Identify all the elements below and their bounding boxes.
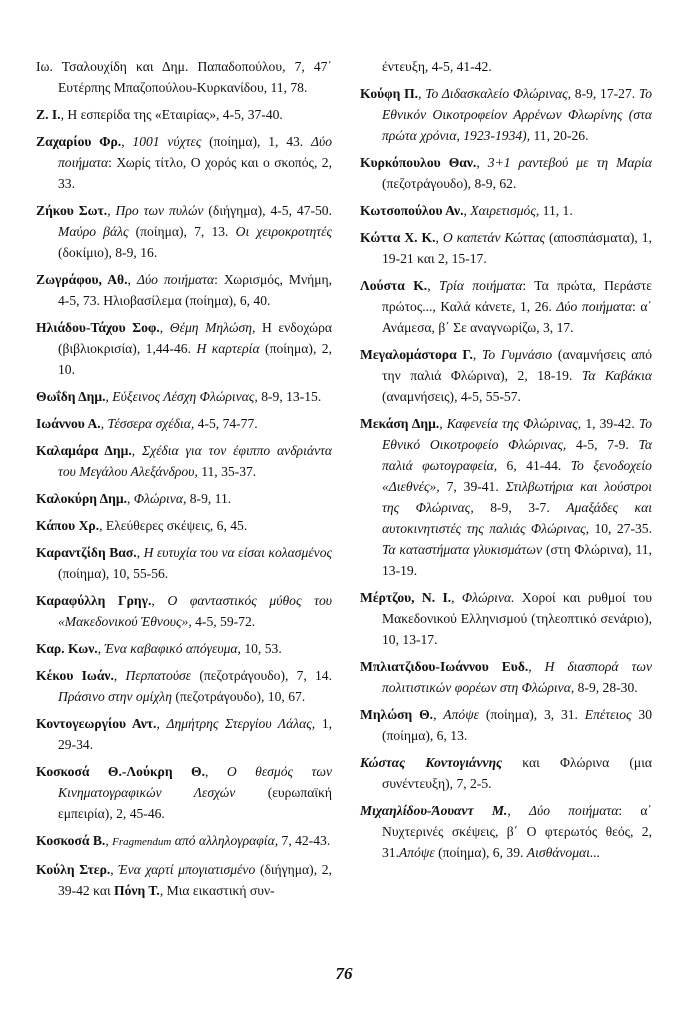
entry-text: , <box>472 347 483 362</box>
work-title: Στιλβωτήρια και λούστροι της Φλώρινας, <box>382 479 652 515</box>
entry-text: , <box>105 389 113 404</box>
author-name: Μπλιατζιδου-Ιωάννου Ευδ. <box>360 659 529 674</box>
index-column-right <box>360 56 652 869</box>
index-entry <box>360 344 652 407</box>
index-entry <box>360 275 652 338</box>
entry-text: , <box>463 203 471 218</box>
work-title: Το ξενοδοχείο «Διεθνές», <box>382 458 652 494</box>
entry-text: : α΄ Νυχτερινές σκέψεις, β΄ Ο φτερωτός θεός, 2, 31. <box>382 803 652 860</box>
entry-text: , <box>476 155 488 170</box>
author-name: Μεκάση Δημ. <box>360 416 440 431</box>
entry-text: , <box>159 320 170 335</box>
entry-text: , <box>105 833 113 848</box>
entry-text: , Ελεύθερες σκέψεις, 6, 45. <box>99 518 248 533</box>
entry-text: (ποίημα), 1, 43. <box>201 134 311 149</box>
author-name: Καλοκύρη Δημ. <box>36 491 127 506</box>
author-name: Κώττα Χ. Κ. <box>360 230 436 245</box>
entry-text: , <box>121 134 133 149</box>
entry-text: , <box>156 716 167 731</box>
entry-text: , <box>100 416 108 431</box>
author-name: Ζήκου Σωτ. <box>36 203 108 218</box>
index-entry <box>360 656 652 698</box>
entry-text: (ποίημα), 10, 55-56. <box>58 566 169 581</box>
index-entry <box>360 56 652 77</box>
index-entry <box>360 752 652 794</box>
index-entry <box>360 83 652 146</box>
entry-text: 30 (ποίημα), 6, 13. <box>382 707 652 743</box>
entry-text: 1, 29-34. <box>58 716 333 752</box>
work-title: Θέμη Μηλώση, <box>169 320 256 335</box>
index-entry <box>36 488 332 509</box>
work-title: Τα καταστήματα γλυκισμάτων <box>382 542 543 557</box>
work-title: 3+1 ραντεβού με τη Μαρία <box>487 155 653 170</box>
entry-text: 11, 20-26. <box>530 128 589 143</box>
work-title: Fragmendum <box>112 836 172 848</box>
index-entry <box>36 269 332 311</box>
work-title: Το Γυμνάσιο <box>482 347 553 362</box>
index-entry <box>36 859 332 901</box>
entry-text: 8-9, 17-27. <box>571 86 639 101</box>
entry-text: 11, 1. <box>539 203 573 218</box>
entry-text: , <box>113 668 126 683</box>
entry-text: (ευρωπαϊκή εμπειρία), 2, 45-46. <box>58 785 332 821</box>
entry-text: 8-9, 11. <box>186 491 232 506</box>
entry-text: 7, 42-43. <box>278 833 331 848</box>
entry-text: 8-9, 13-15. <box>257 389 322 404</box>
entry-text: , <box>151 593 168 608</box>
work-title: Προ των πυλών <box>115 203 204 218</box>
work-title: Οι χειροκροτητές <box>235 224 333 239</box>
author-name: Κέκου Ιωάν. <box>36 668 114 683</box>
author-name: Κωτσοπούλου Αν. <box>360 203 464 218</box>
entry-text: (αναμνήσεις από την παλιά Φλώρινα), 2, 18-19. <box>382 347 653 383</box>
entry-text: : α΄ Ανάμεσα, β΄ Σε αναγνωρίζω, 3, 17. <box>382 299 652 335</box>
author-name: Ζ. Ι. <box>36 107 61 122</box>
entry-text: , <box>439 416 447 431</box>
work-title: Το Εθνικόν Οικοτροφείον Αρρένων Φλωρίνης (στα πρώτα χρόνια, 1923-1934), <box>382 86 653 143</box>
author-name: Μέρτζου, Ν. Ι. <box>360 590 452 605</box>
work-title: Ο θεσμός των Κινηματογραφικών Λεσχών <box>58 764 332 800</box>
work-title: Δημήτρης Στεργίου Λάλας, <box>166 716 316 731</box>
entry-text: (πεζοτράγουδο), 10, 67. <box>171 689 306 704</box>
index-entry <box>36 761 332 824</box>
entry-text: 4-5, 59-72. <box>191 614 256 629</box>
entry-text: (αποσπάσματα), 1, 19-21 και 2, 15-17. <box>382 230 652 266</box>
work-title: Η ευτυχία του να είσαι κολασμένος <box>143 545 333 560</box>
index-entry <box>36 830 332 853</box>
work-title: Δύο ποιήματα <box>556 299 632 314</box>
entry-text: 6, 41-44. <box>497 458 571 473</box>
entry-text: , Η εσπερίδα της «Εταιρίας», 4-5, 37-40. <box>60 107 283 122</box>
entry-text: (δοκίμιο), 8-9, 16. <box>58 245 158 260</box>
work-title: Τα παλιά φωτογραφεία, <box>382 437 652 473</box>
author-name: Κυρκόπουλου Θαν. <box>360 155 477 170</box>
index-entry <box>360 227 652 269</box>
entry-text: έντευξη, 4-5, 41-42. <box>382 59 492 74</box>
work-title: Δύο ποιήματα <box>58 134 332 170</box>
author-name: Ζωγράφου, Αθ. <box>36 272 128 287</box>
entry-text: (ποίημα), 7, 13. <box>128 224 236 239</box>
index-entry <box>360 800 652 863</box>
index-entry <box>36 413 332 434</box>
index-entry <box>360 152 652 194</box>
author-name: Μεγαλομάστορα Γ. <box>360 347 473 362</box>
entry-text: 8-9, 3-7. <box>473 500 567 515</box>
author-name: Ηλιάδου-Τάχου Σοφ. <box>36 320 160 335</box>
work-title: Φλώρινα, <box>133 491 187 506</box>
work-title: Αμαξάδες και αυτοκινητιστές της παλιάς Φλώρινας, <box>382 500 652 536</box>
index-entry <box>36 317 332 380</box>
work-title: Ο καπετάν Κώττας <box>442 230 545 245</box>
index-entry <box>36 590 332 632</box>
work-title: Η καρτερία <box>196 341 260 356</box>
author-name: Ζαχαρίου Φρ. <box>36 134 122 149</box>
work-title: Χαιρετισμός, <box>470 203 540 218</box>
entry-text: , <box>136 545 144 560</box>
index-entry <box>36 104 332 125</box>
work-title: Πράσινο στην ομίχλη <box>58 689 172 704</box>
entry-text: , <box>110 862 119 877</box>
author-name: Κούφη Π. <box>360 86 419 101</box>
author-name: Ιωάννου Α. <box>36 416 101 431</box>
entry-text: , <box>427 278 439 293</box>
entry-text: , <box>435 230 443 245</box>
work-title: Η διασπορά των πολιτιστικών φορέων στη Φλώρινα, <box>382 659 652 695</box>
entry-text: Χοροί και ρυθμοί του Μακεδονικού Ελληνισμού (τηλεοπτικό σενάριο), 10, 13-17. <box>382 590 652 647</box>
index-entry <box>360 704 652 746</box>
entry-text: Ιω. Τσαλουχίδη και Δημ. Παπαδοπούλου, 7, 47΄ Ευτέρπης Μπαζοπούλου-Κυρκανίδου, 11, 78. <box>36 59 332 95</box>
work-title: Αισθάνομαι... <box>526 845 601 860</box>
author-name: Κοσκοσά Β. <box>36 833 106 848</box>
index-entry <box>36 440 332 482</box>
work-title: Ένα χαρτί μπογιατισμένο <box>118 862 256 877</box>
index-entry <box>36 713 332 755</box>
work-title: Το Εθνικό Οικοτροφείο Φλώρινας, <box>382 416 652 452</box>
work-title: Περπατούσε <box>125 668 192 683</box>
entry-text: , <box>451 590 462 605</box>
entry-text: , <box>433 707 444 722</box>
work-title: Σχέδια για τον έφιππο ανδριάντα του Μεγάλου Αλεξάνδρου, <box>58 443 333 479</box>
entry-text: (πεζοτράγουδο), 8-9, 62. <box>382 176 517 191</box>
entry-text: : Χωρίς τίτλο, Ο χορός και ο σκοπός, 2, 33. <box>58 155 332 191</box>
index-entry <box>36 386 332 407</box>
work-title: Τέσσερα σχέδια, <box>107 416 195 431</box>
author-name: Καρ. Κων. <box>36 641 98 656</box>
work-title: Φλώρινα. <box>461 590 515 605</box>
entry-text: , <box>131 443 143 458</box>
entry-text: (διήγημα), 2, 39-42 και <box>58 862 333 898</box>
work-title: Το Διδασκαλείο Φλώρινας, <box>425 86 572 101</box>
author-name: Λούστα Κ. <box>360 278 428 293</box>
index-entry <box>36 542 332 584</box>
entry-text: 4-5, 7-9. <box>566 437 639 452</box>
work-title: Δύο ποιήματα <box>136 272 215 287</box>
entry-text: 7, 39-41. <box>439 479 506 494</box>
entry-text: (ποίημα), 2, 10. <box>58 341 333 377</box>
index-entry <box>36 131 332 194</box>
index-entry <box>360 200 652 221</box>
work-title: Απόψε <box>443 707 480 722</box>
entry-text: Η ενδοχώρα (βιβλιοκρισία), 1,44-46. <box>58 320 332 356</box>
author-name: Κοντογεωργίου Αντ. <box>36 716 157 731</box>
work-title: Τα Καβάκια <box>581 368 652 383</box>
work-title: Απόψε <box>399 845 435 860</box>
entry-text: : Χωρισμός, Μνήμη, 4-5, 73. Ηλιοβασίλεμα (ποίημα), 6, 40. <box>58 272 332 308</box>
author-name: Κούλη Στερ. <box>36 862 111 877</box>
entry-text: 10, 53. <box>240 641 282 656</box>
entry-text: 8-9, 28-30. <box>574 680 638 695</box>
index-entry <box>360 587 652 650</box>
entry-text: , <box>418 86 426 101</box>
entry-text: (αναμνήσεις), 4-5, 55-57. <box>382 389 521 404</box>
author-name: Θωΐδη Δημ. <box>36 389 106 404</box>
index-column-left <box>36 56 332 907</box>
author-name: Καραντζίδη Βασ. <box>36 545 137 560</box>
entry-text: , <box>127 272 137 287</box>
entry-text: , <box>97 641 105 656</box>
entry-text: 4-5, 74-77. <box>194 416 258 431</box>
entry-text: , <box>528 659 545 674</box>
entry-text: , <box>204 764 227 779</box>
author-name: Καραφύλλη Γρηγ. <box>36 593 152 608</box>
entry-text: και Φλώρινα (μια συνέντευξη), 7, 2-5. <box>382 755 652 791</box>
work-title: Ένα καβαφικό απόγευμα, <box>104 641 241 656</box>
work-title: Εύξεινος Λέσχη Φλώρινας, <box>112 389 258 404</box>
work-title: από αλληλογραφία, <box>171 833 279 848</box>
author-name: Κώστας Κοντογιάννης <box>360 755 503 770</box>
author-name: Καλαμάρα Δημ. <box>36 443 132 458</box>
work-title: Τρία ποιήματα <box>438 278 523 293</box>
author-name: Κάπου Χρ. <box>36 518 100 533</box>
entry-text: : Τα πρώτα, Περάστε πρώτος..., Καλά κάνετε, 1, 26. <box>382 278 653 314</box>
index-entry <box>36 665 332 707</box>
entry-text: (διήγημα), 4-5, 47-50. <box>203 203 333 218</box>
entry-text: 1, 39-42. <box>581 416 639 431</box>
page-number: 76 <box>335 964 353 983</box>
index-entry <box>36 515 332 536</box>
entry-text: (στη Φλώρινα), 11, 13-19. <box>382 542 652 578</box>
work-title: Δύο ποιήματα <box>528 803 619 818</box>
work-title: Καφενεία της Φλώρινας, <box>446 416 582 431</box>
entry-text: (ποίημα), 6, 39. <box>434 845 527 860</box>
index-entry <box>36 638 332 659</box>
entry-text: 11, 35-37. <box>197 464 257 479</box>
work-title: Ο φανταστικός μύθος του «Μακεδονικού Έθνους», <box>58 593 332 629</box>
work-title: Επέτειος <box>584 707 632 722</box>
entry-text: (πεζοτράγουδο), 7, 14. <box>191 668 333 683</box>
entry-text: , <box>107 203 116 218</box>
work-title: Μαύρο βάλς <box>58 224 129 239</box>
entry-text: , <box>126 491 134 506</box>
index-entry <box>36 56 332 98</box>
index-entry <box>36 200 332 263</box>
author-name: Μηλώση Θ. <box>360 707 434 722</box>
author-name: Κοσκοσά Θ.-Λούκρη Θ. <box>36 764 205 779</box>
entry-text: , Μια εικαστική συν- <box>159 883 275 898</box>
entry-text: (ποίημα), 3, 31. <box>479 707 585 722</box>
entry-text: 10, 27-35. <box>589 521 652 536</box>
work-title: 1001 νύχτες <box>132 134 202 149</box>
index-entry <box>360 413 652 581</box>
author-name: Πόνη Τ. <box>114 883 160 898</box>
author-name: Μιχαηλίδου-Άουαντ Μ. <box>360 803 508 818</box>
entry-text: , <box>507 803 529 818</box>
